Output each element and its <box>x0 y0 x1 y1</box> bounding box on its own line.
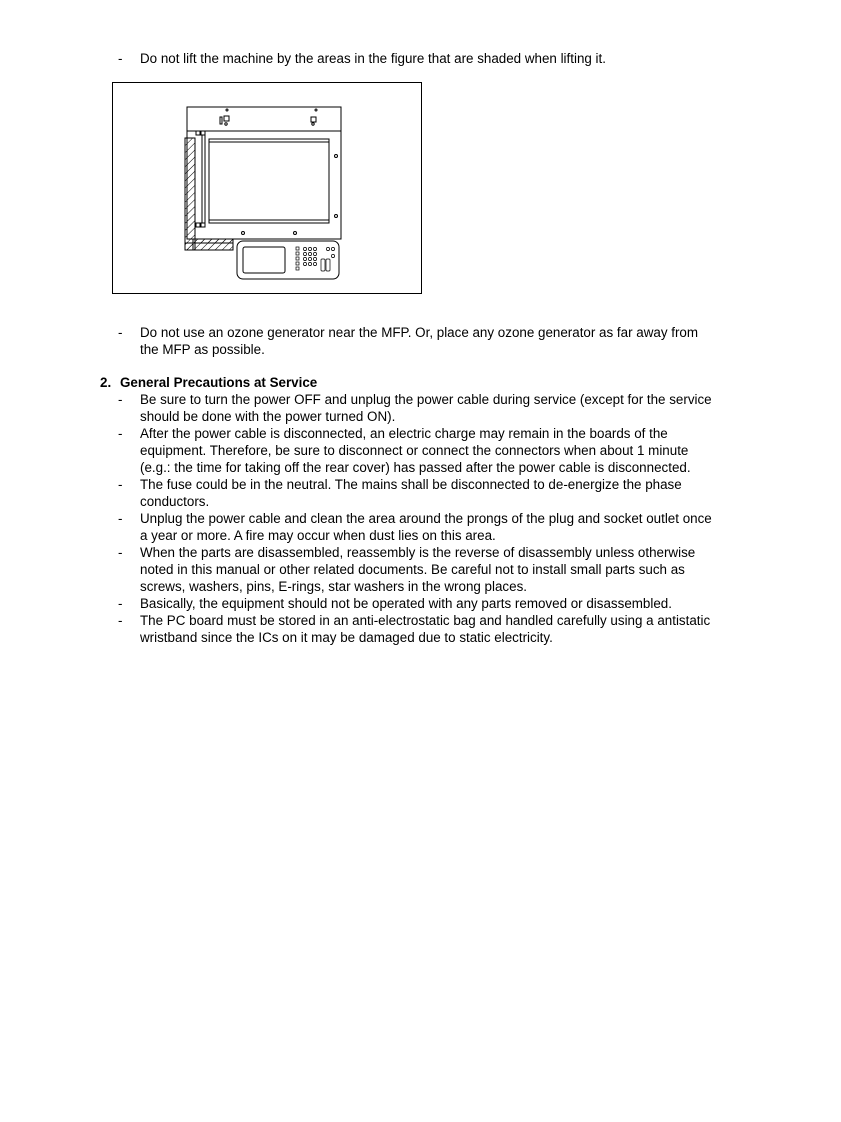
text-line: Basically, the equipment should not be operated with any parts removed or disassembled. <box>140 596 672 611</box>
ozone-note-line-2: the MFP as possible. <box>140 342 265 357</box>
text-line: should be done with the power turned ON). <box>140 409 396 424</box>
lifting-note-text: Do not lift the machine by the areas in the figure that are shaded when lifting it. <box>140 51 606 66</box>
precaution-item-text <box>140 544 740 595</box>
text-line: The PC board must be stored in an anti-electrostatic bag and handled carefully using a antistatic <box>140 613 711 628</box>
bullet-dash: - <box>118 51 123 66</box>
ozone-note-line-1: Do not use an ozone generator near the MFP. Or, place any ozone generator as far away from <box>140 325 699 340</box>
text-line: When the parts are disassembled, reassembly is the reverse of disassembly unless otherwise <box>140 545 696 560</box>
machine-body-outline <box>187 107 341 239</box>
machine-lifting-figure <box>112 82 422 294</box>
precaution-item-text <box>140 425 740 476</box>
precaution-item-text <box>140 612 740 646</box>
precaution-item-text <box>140 510 740 544</box>
bullet-dash: - <box>118 596 123 611</box>
bullet-dash: - <box>118 545 123 560</box>
text-line: conductors. <box>140 494 210 509</box>
text-line: screws, washers, pins, E-rings, star washers in the wrong places. <box>140 579 527 594</box>
section-title: General Precautions at Service <box>120 375 318 390</box>
bullet-dash: - <box>118 325 123 340</box>
text-line: equipment. Therefore, be sure to disconnect or connect the connectors when about 1 minute <box>140 443 689 458</box>
text-line: Be sure to turn the power OFF and unplug the power cable during service (except for the service <box>140 392 712 407</box>
bullet-dash: - <box>118 426 123 441</box>
text-line: Unplug the power cable and clean the area around the prongs of the plug and socket outlet once <box>140 511 712 526</box>
section-number: 2. <box>100 375 112 390</box>
text-line: The fuse could be in the neutral. The mains shall be disconnected to de-energize the phase <box>140 477 682 492</box>
section-heading <box>100 374 317 391</box>
precaution-item-text <box>140 476 740 510</box>
text-line: After the power cable is disconnected, an electric charge may remain in the boards of the <box>140 426 668 441</box>
bullet-dash: - <box>118 477 123 492</box>
bullet-dash: - <box>118 613 123 628</box>
text-line: noted in this manual or other related documents. Be careful not to install small parts such as <box>140 562 685 577</box>
precaution-item-text <box>140 595 740 612</box>
bullet-dash: - <box>118 511 123 526</box>
text-line: a year or more. A fire may occur when dust lies on this area. <box>140 528 496 543</box>
lcd-screen-outline <box>243 247 285 273</box>
text-line: (e.g.: the time for taking off the rear cover) has passed after the power cable is disconnected. <box>140 460 691 475</box>
ozone-note-text <box>140 324 740 358</box>
mfp-top-view-diagram <box>113 83 421 293</box>
bullet-dash: - <box>118 392 123 407</box>
precaution-item-text <box>140 391 740 425</box>
text-line: wristband since the ICs on it may be damaged due to static electricity. <box>140 630 553 645</box>
